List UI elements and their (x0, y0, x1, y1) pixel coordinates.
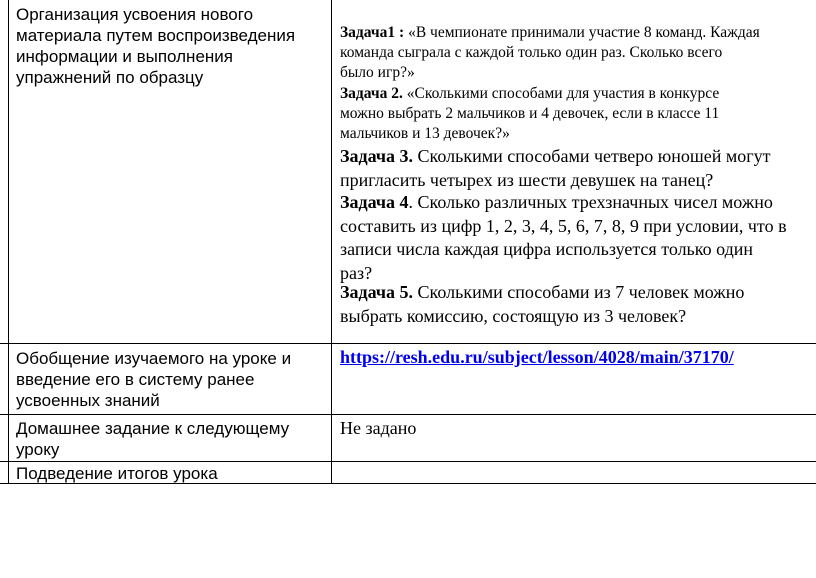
stage-text-line: Организация усвоения нового (16, 5, 254, 24)
table-border-row3-bottom (0, 461, 816, 462)
task-label: Задача 5. (340, 282, 414, 302)
stage-cell-3 (16, 418, 316, 460)
task-block-5 (340, 281, 816, 328)
stage-text-line: Домашнее задание к следующему (16, 419, 290, 438)
task-line (340, 23, 816, 43)
task-line (340, 84, 816, 104)
task-text: Сколькими способами четверо юношей могут (413, 146, 771, 166)
stage-cell-4 (16, 463, 316, 484)
task-text: . Сколько различных трехзначных чисел можно (408, 192, 773, 212)
task-block-4 (340, 191, 816, 285)
task-line: выбрать комиссию, состоящую из 3 человек? (340, 305, 687, 326)
task-line: мальчиков и 13 девочек?» (340, 125, 510, 142)
task-line: было игр?» (340, 64, 415, 81)
homework-text: Не задано (340, 418, 417, 438)
table-border-column-divider (331, 0, 332, 484)
stage-text-line: информации и выполнения (16, 47, 233, 66)
stage-text-line: уроку (16, 440, 60, 459)
task-block-1 (340, 23, 816, 83)
task-label: Задача1 : (340, 24, 405, 41)
stage-cell-1 (16, 4, 316, 88)
task-block-2 (340, 84, 816, 144)
stage-text-line: упражнений по образцу (16, 68, 204, 87)
task-line: раз? (340, 262, 373, 283)
task-label: Задача 4 (340, 192, 409, 212)
table-border-row1-bottom (0, 343, 816, 344)
task-line: составить из цифр 1, 2, 3, 4, 5, 6, 7, 8, 9 при условии, что в (340, 215, 787, 236)
task-text: Сколькими способами из 7 человек можно (413, 282, 745, 302)
resource-cell (340, 347, 816, 368)
stage-text-line: Подведение итогов урока (16, 464, 218, 483)
task-label: Задача 3. (340, 146, 414, 166)
task-label: Задача 2. (340, 85, 403, 102)
task-line: записи числа каждая цифра используется только один (340, 239, 754, 259)
task-line: пригласить четырех из шести девушек на танец? (340, 169, 714, 190)
task-text: «Сколькими способами для участия в конкурсе (402, 85, 720, 102)
table-border-row2-bottom (0, 414, 816, 415)
task-line: команда сыграла с каждой только один раз. Сколько всего (340, 44, 723, 61)
task-line (340, 191, 816, 215)
task-block-3 (340, 145, 816, 192)
stage-text-line: Обобщение изучаемого на уроке и (16, 349, 292, 368)
task-line (340, 281, 816, 305)
stage-text-line: введение его в систему ранее (16, 370, 255, 389)
lesson-link[interactable]: https://resh.edu.ru/subject/lesson/4028/main/37170/ (340, 347, 734, 367)
homework-cell (340, 417, 816, 439)
task-line: можно выбрать 2 мальчиков и 4 девочек, если в классе 11 (340, 105, 720, 122)
stage-text-line: материала путем воспроизведения (16, 26, 296, 45)
table-border-left (8, 0, 9, 484)
stage-text-line: усвоенных знаний (16, 391, 160, 410)
task-text: «В чемпионате принимали участие 8 команд. Каждая (404, 24, 760, 41)
stage-cell-2 (16, 348, 316, 411)
task-line (340, 145, 816, 169)
